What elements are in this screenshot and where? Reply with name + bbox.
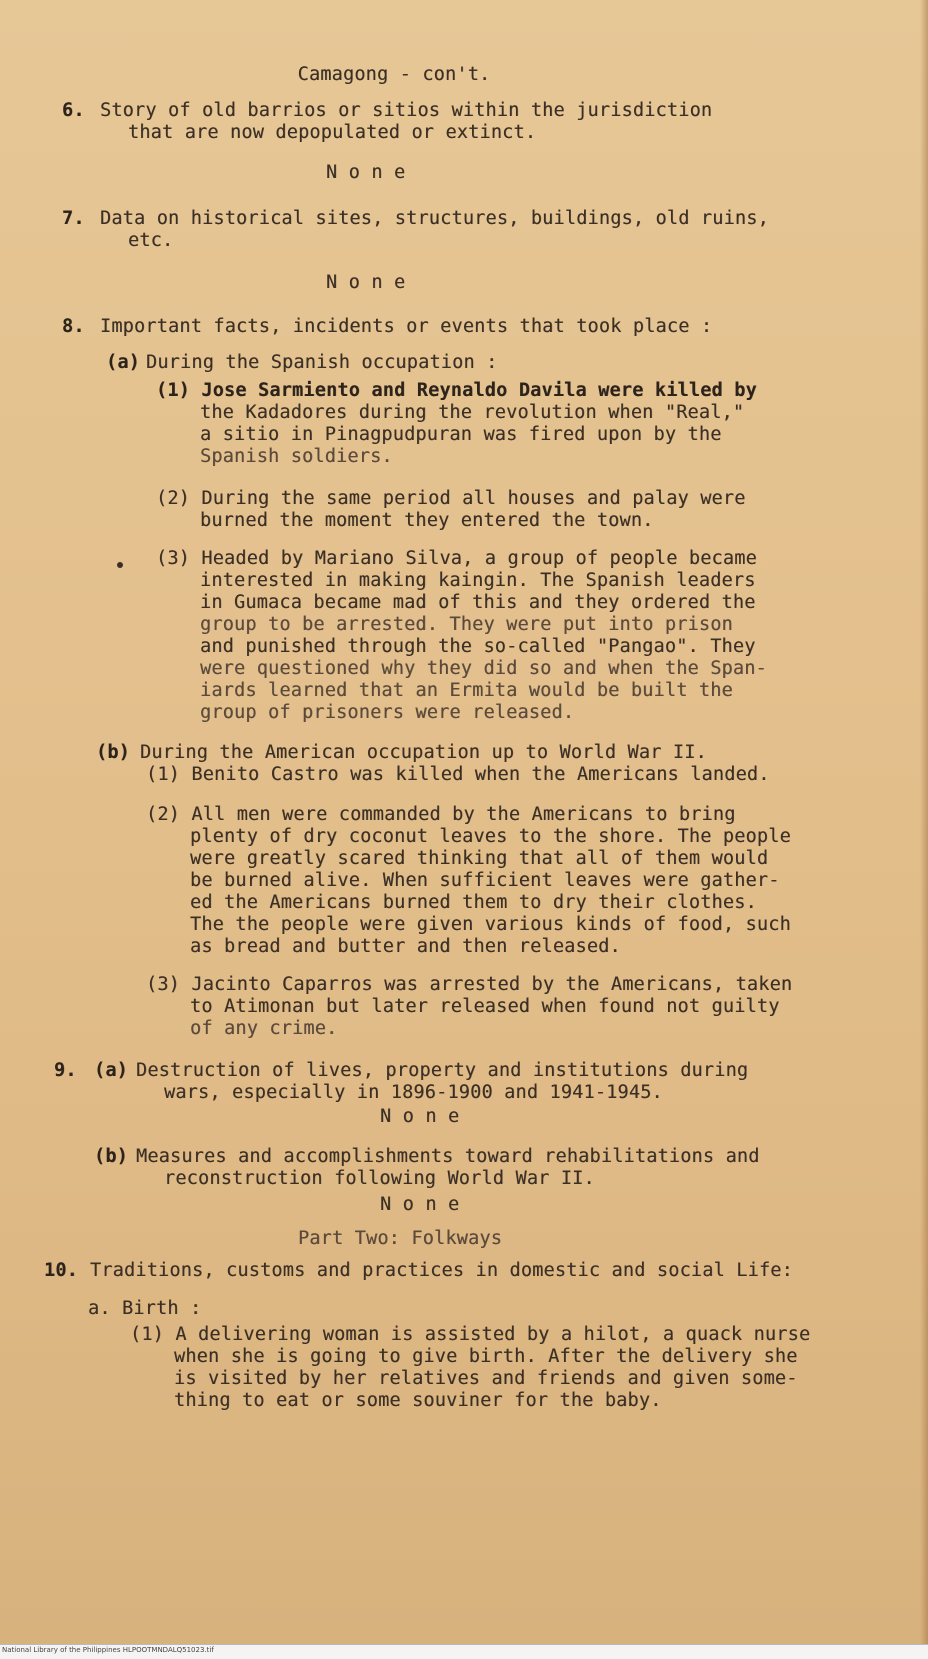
event-8a3-line-5: and punished through the so-called "Pangao". They — [200, 636, 756, 657]
item-9a-answer: N o n e — [380, 1106, 460, 1127]
event-8b2-line-5: ed the Americans burned them to dry their clothes. — [190, 892, 757, 913]
item-7-answer: N o n e — [326, 272, 406, 293]
item-8b-heading: During the American occupation up to World War II. — [140, 742, 707, 763]
item-9-number: 9. — [54, 1060, 77, 1081]
part-two-heading: Part Two: Folkways — [297, 1228, 503, 1249]
event-8b2-line-7: as bread and butter and then released. — [190, 936, 621, 957]
event-8b3-line-1: (3) Jacinto Caparros was arrested by the Americans, taken — [146, 974, 793, 995]
page-edge-shadow — [920, 0, 928, 1644]
event-8b2-line-3: were greatly scared thinking that all of them would — [190, 848, 769, 869]
item-9b-line-2: reconstruction following World War II. — [164, 1168, 595, 1189]
item-10-line-1: Traditions, customs and practices in domestic and social Life: — [90, 1260, 793, 1281]
item-9b-answer: N o n e — [380, 1194, 460, 1215]
event-8b2-line-1: (2) All men were commanded by the Americans to bring — [146, 804, 736, 825]
item-8a-heading: During the Spanish occupation : — [146, 352, 498, 373]
event-10a1-line-4: thing to eat or some souviner for the baby. — [174, 1390, 662, 1411]
ink-spot — [117, 562, 123, 568]
item-6-number: 6. — [62, 100, 85, 121]
item-7-line-1: Data on historical sites, structures, buildings, old ruins, — [100, 208, 769, 229]
event-8a1-line-2: the Kadadores during the revolution when "Real," — [200, 402, 745, 423]
item-9b-line-1: Measures and accomplishments toward rehabilitations and — [136, 1146, 760, 1167]
item-8a-label: (a) — [106, 352, 141, 373]
item-6-answer: N o n e — [326, 162, 406, 183]
item-10a-heading: a. Birth : — [88, 1298, 202, 1319]
event-8b3-line-2: to Atimonan but later released when found not guilty — [190, 996, 780, 1017]
item-9b-label: (b) — [94, 1146, 129, 1167]
item-6-line-2: that are now depopulated or extinct. — [128, 122, 537, 143]
event-10a1-line-2: when she is going to give birth. After the delivery she — [174, 1346, 798, 1367]
event-10a1-line-3: is visited by her relatives and friends and given some- — [174, 1368, 798, 1389]
item-7-line-2: etc. — [128, 230, 174, 251]
event-8b1-line-1: (1) Benito Castro was killed when the Americans landed. — [146, 764, 770, 785]
event-8a3-line-7: iards learned that an Ermita would be built the — [200, 680, 733, 701]
event-8b2-line-2: plenty of dry coconut leaves to the shore. The people — [190, 826, 791, 847]
scan-footer-text: National Library of the Philippines HLPOOTMNDALQ51023.tif — [2, 1646, 214, 1654]
event-8a2-line-1: (2) During the same period all houses and palay were — [156, 488, 746, 509]
page-header: Camagong - con't. — [297, 64, 491, 85]
event-8a2-line-2: burned the moment they entered the town. — [200, 510, 654, 531]
event-8a1-line-3: a sitio in Pinagpudpuran was fired upon by the — [200, 424, 722, 445]
event-8b2-line-4: be burned alive. When sufficient leaves were gather- — [190, 870, 780, 891]
event-8b2-line-6: The the people were given various kinds of food, such — [190, 914, 791, 935]
item-6-line-1: Story of old barrios or sitios within the jurisdiction — [100, 100, 713, 121]
event-8a3-line-4: group to be arrested. They were put into prison — [200, 614, 733, 635]
event-8a3-line-2: interested in making kaingin. The Spanish leaders — [200, 570, 756, 591]
item-9a-line-2: wars, especially in 1896-1900 and 1941-1945. — [164, 1082, 663, 1103]
event-8a3-line-8: group of prisoners were released. — [200, 702, 575, 723]
event-10a1-line-1: (1) A delivering woman is assisted by a hilot, a quack nurse — [130, 1324, 811, 1345]
item-7-number: 7. — [62, 208, 85, 229]
event-8b3-line-3: of any crime. — [190, 1018, 338, 1039]
event-8a3-line-1: (3) Headed by Mariano Silva, a group of people became — [156, 548, 757, 569]
item-9a-label: (a) — [94, 1060, 129, 1081]
event-8a3-line-3: in Gumaca became mad of this and they ordered the — [200, 592, 756, 613]
event-8a1-line-1: (1) Jose Sarmiento and Reynaldo Davila were killed by — [156, 380, 757, 401]
item-8-line-1: Important facts, incidents or events that took place : — [100, 316, 713, 337]
event-8a1-line-4: Spanish soldiers. — [200, 446, 393, 467]
item-9a-line-1: Destruction of lives, property and institutions during — [136, 1060, 749, 1081]
event-8a3-line-6: were questioned why they did so and when the Span- — [200, 658, 767, 679]
item-10-number: 10. — [44, 1260, 79, 1281]
item-8b-label: (b) — [96, 742, 131, 763]
item-8-number: 8. — [62, 316, 85, 337]
